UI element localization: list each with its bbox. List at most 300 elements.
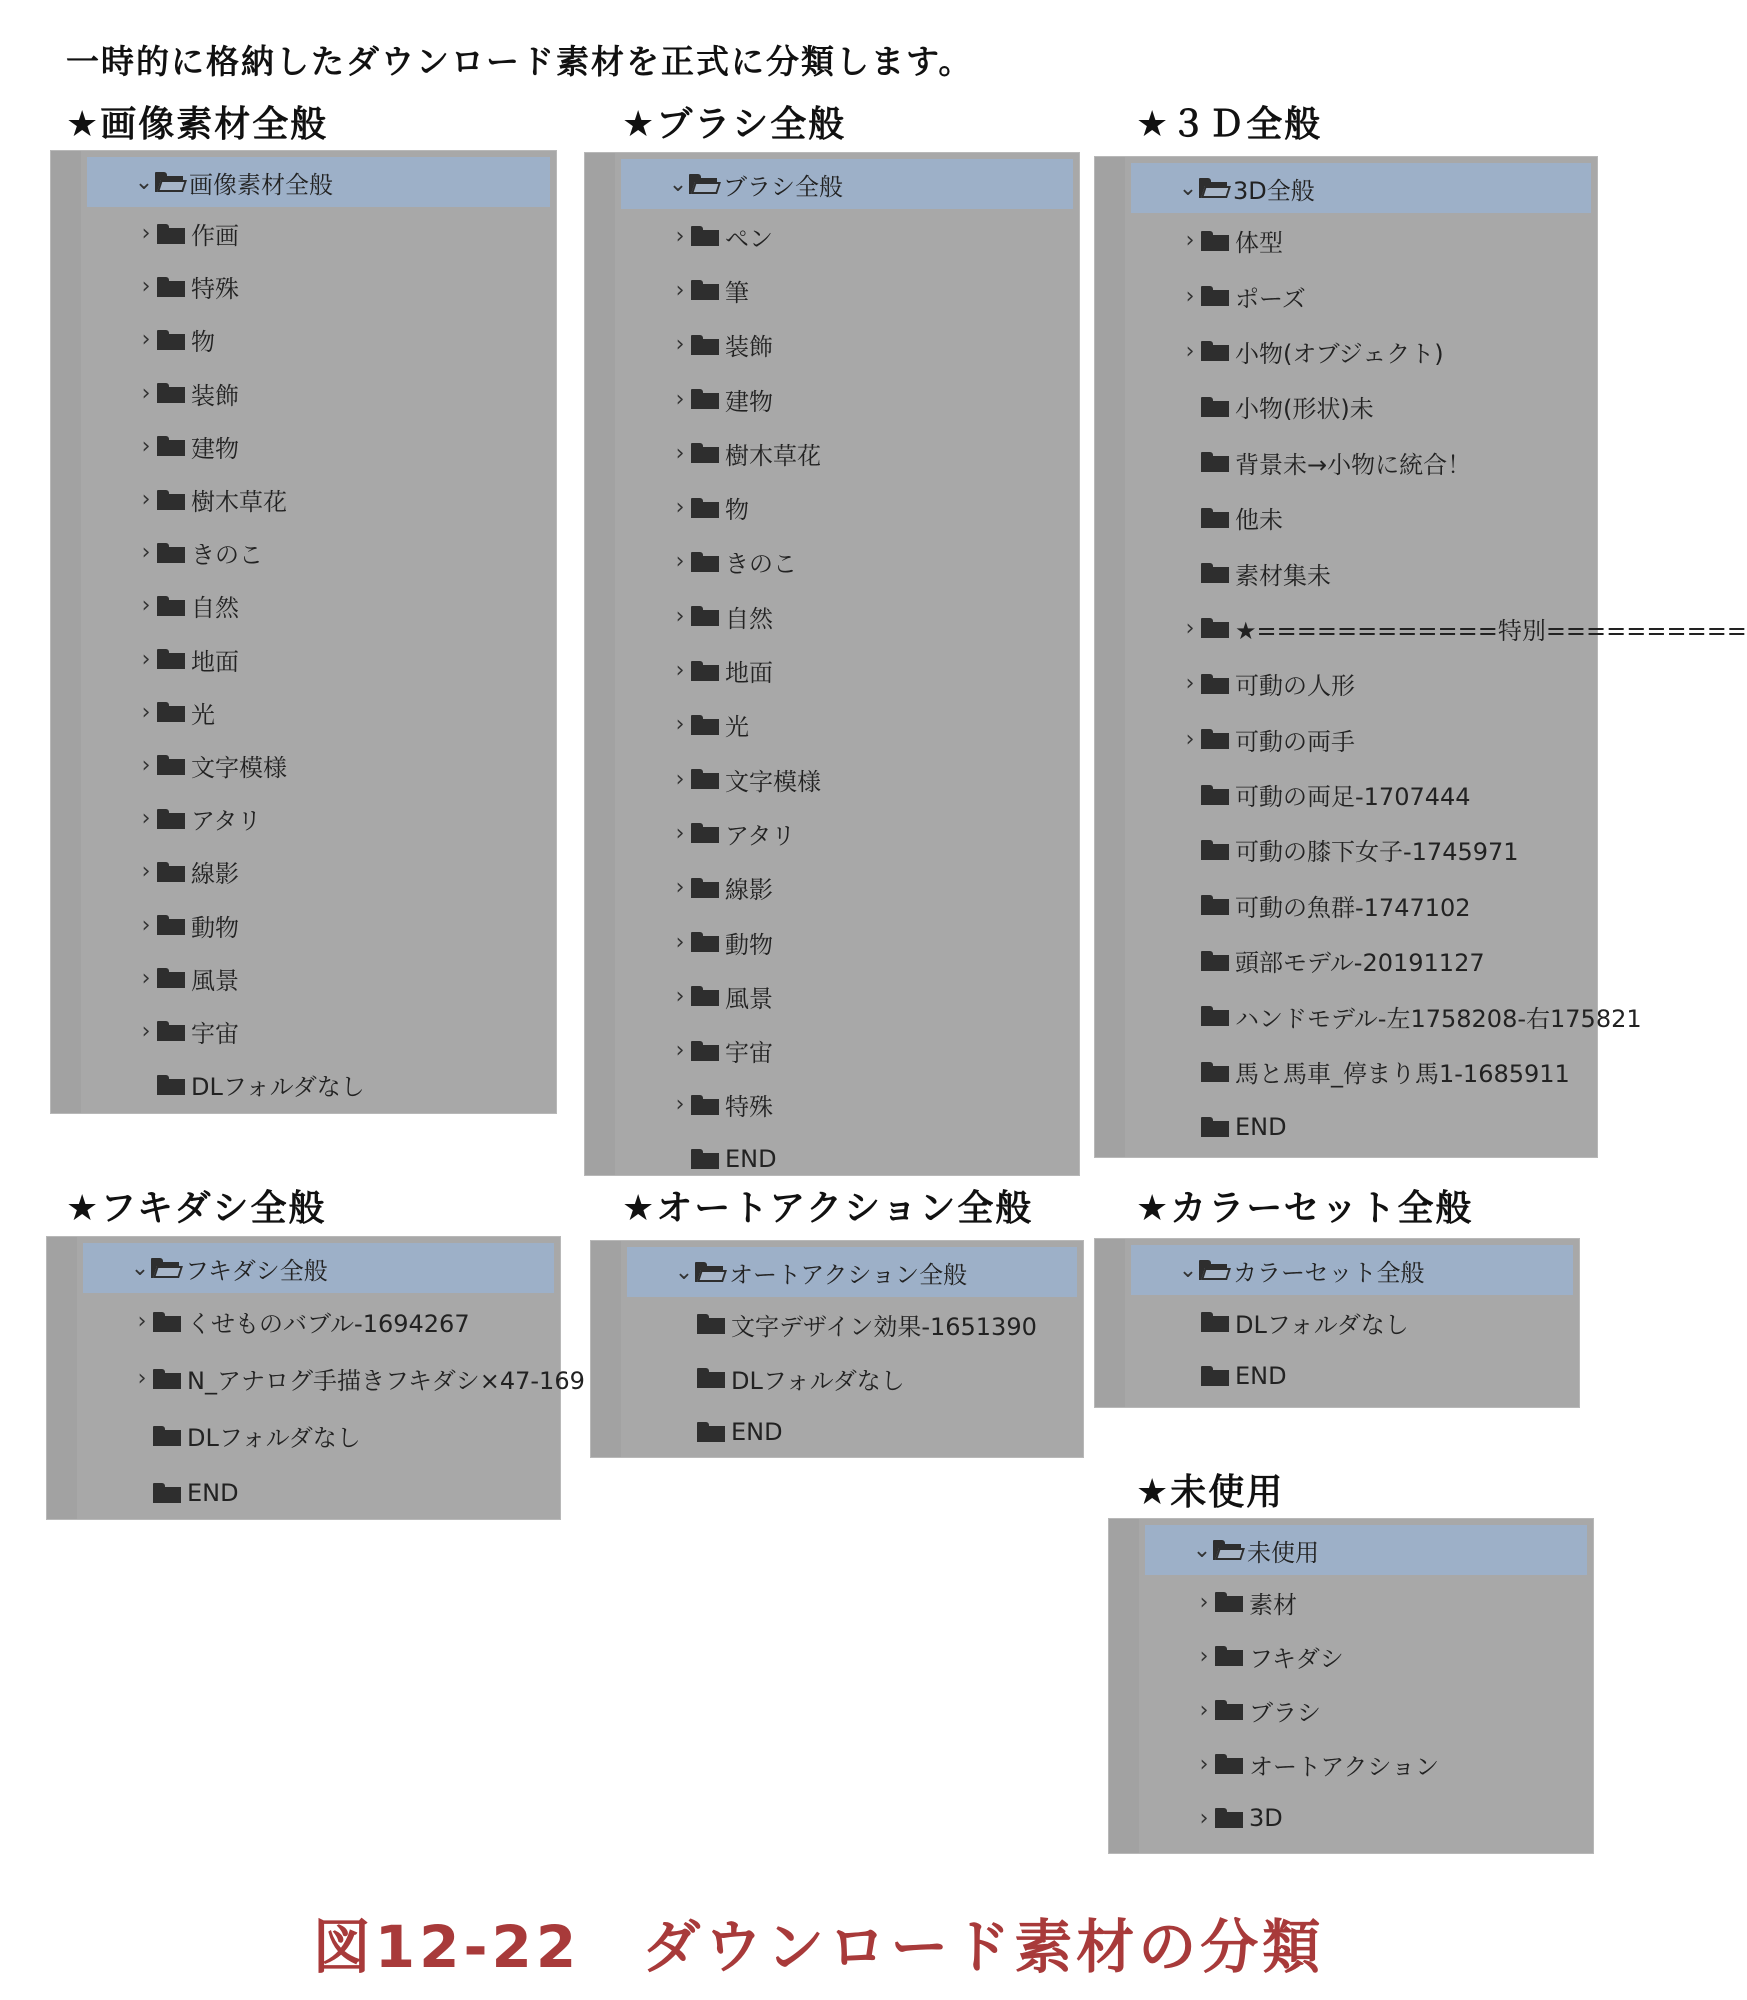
folder-label: きのこ [725, 550, 797, 579]
folder-label: 頭部モデル-20191127 [1235, 949, 1485, 978]
folder-label: ポーズ [1235, 284, 1306, 313]
folder-icon [691, 226, 719, 246]
folder-row[interactable] [1095, 379, 1597, 434]
folder-icon [1201, 231, 1229, 251]
root-folder-row[interactable] [1145, 1525, 1587, 1575]
folder-icon [1201, 1062, 1229, 1082]
folder-label: 文字模様 [191, 753, 287, 782]
folder-label: ペン [725, 224, 773, 253]
folder-icon [153, 1369, 181, 1389]
folder-label: 可動の膝下女子-1745971 [1235, 838, 1519, 867]
folder-icon [1201, 341, 1229, 361]
folder-icon [153, 1312, 181, 1332]
folder-row[interactable] [585, 806, 1079, 860]
root-folder-label: カラーセット全般 [1233, 1258, 1425, 1287]
folder-label: 地面 [725, 659, 773, 688]
folder-icon [157, 968, 185, 988]
folder-row[interactable] [591, 1405, 1083, 1459]
folder-icon [691, 1149, 719, 1169]
folder-icon [691, 498, 719, 518]
chevron-right-icon[interactable]: › [675, 983, 685, 1009]
folder-label: END [731, 1418, 783, 1446]
chevron-right-icon[interactable]: › [141, 912, 151, 938]
folder-icon [157, 862, 185, 882]
chevron-right-icon[interactable]: › [141, 221, 151, 247]
chevron-right-icon[interactable]: › [675, 386, 685, 412]
folder-label: 宇宙 [191, 1019, 239, 1048]
folder-icon [1201, 1006, 1229, 1026]
folder-row[interactable] [585, 589, 1079, 643]
folder-row[interactable] [47, 1350, 585, 1407]
folder-label: 馬と馬車_停まり馬1-1685911 [1235, 1060, 1570, 1089]
folder-row[interactable] [51, 845, 556, 898]
folder-row[interactable] [1109, 1629, 1593, 1683]
folder-icon [691, 280, 719, 300]
root-folder-row[interactable] [83, 1243, 554, 1293]
folder-icon [157, 649, 185, 669]
chevron-right-icon[interactable]: › [1199, 1697, 1209, 1723]
chevron-right-icon[interactable]: › [1199, 1589, 1209, 1615]
folder-row[interactable] [585, 372, 1079, 426]
folder-tree-panel [590, 1240, 1084, 1458]
no-chevron-spacer [1179, 394, 1201, 419]
folder-icon [157, 702, 185, 722]
root-folder-row[interactable] [627, 1247, 1077, 1297]
folder-row[interactable] [51, 526, 556, 579]
folder-row[interactable] [51, 1005, 556, 1058]
section-heading: ★カラーセット全般 [1136, 1188, 1474, 1229]
folder-row[interactable] [1095, 1044, 1597, 1099]
chevron-right-icon[interactable]: › [1185, 726, 1195, 752]
folder-row[interactable] [51, 1058, 556, 1111]
folder-icon [1201, 785, 1229, 805]
root-folder-label: オートアクション全般 [729, 1260, 968, 1289]
folder-label: 可動の人形 [1235, 672, 1355, 701]
folder-row[interactable] [1095, 213, 1597, 268]
folder-icon [691, 552, 719, 572]
chevron-right-icon[interactable]: › [137, 1366, 147, 1391]
folder-row[interactable] [1095, 878, 1597, 933]
folder-row[interactable] [51, 952, 556, 1005]
chevron-right-icon[interactable]: › [675, 332, 685, 358]
no-chevron-spacer [1179, 1059, 1201, 1084]
chevron-down-icon[interactable]: ⌄ [134, 169, 154, 195]
chevron-right-icon[interactable]: › [675, 603, 685, 629]
folder-icon [691, 606, 719, 626]
folder-row[interactable] [1095, 822, 1597, 877]
folder-row[interactable] [585, 752, 1079, 806]
folder-icon [1201, 1312, 1229, 1332]
folder-row[interactable] [585, 1078, 1079, 1132]
folder-icon [153, 1426, 181, 1446]
folder-row[interactable] [1095, 435, 1597, 490]
folder-icon [1201, 452, 1229, 472]
folder-row[interactable] [51, 260, 556, 313]
folder-label: DLフォルダなし [187, 1424, 361, 1452]
no-chevron-spacer [1179, 1310, 1201, 1335]
intro-text: 一時的に格納したダウンロード素材を正式に分類します。 [66, 42, 974, 81]
folder-icon [691, 1041, 719, 1061]
no-chevron-spacer [675, 1312, 697, 1337]
folder-icon [157, 915, 185, 935]
folder-label: 光 [725, 713, 749, 742]
section-heading: ★未使用 [1136, 1472, 1285, 1513]
folder-row[interactable] [1095, 1099, 1597, 1154]
no-chevron-spacer [1179, 561, 1201, 586]
folder-label: 他未 [1235, 506, 1283, 535]
folder-row[interactable] [585, 1132, 1079, 1186]
folder-icon [1201, 895, 1229, 915]
folder-icon [157, 755, 185, 775]
folder-row[interactable] [585, 915, 1079, 969]
chevron-right-icon[interactable]: › [1185, 228, 1195, 254]
folder-row[interactable] [51, 420, 556, 473]
folder-icon [157, 1075, 185, 1095]
folder-tree-panel [50, 150, 557, 1114]
folder-row[interactable] [585, 1023, 1079, 1077]
folder-icon [1201, 563, 1229, 583]
folder-icon [1215, 1592, 1243, 1612]
folder-icon [157, 543, 185, 563]
folder-row[interactable] [1095, 988, 1642, 1043]
chevron-right-icon[interactable]: › [675, 820, 685, 846]
folder-label: 文字模様 [725, 767, 821, 796]
folder-icon [691, 661, 719, 681]
root-folder-label: 未使用 [1247, 1538, 1319, 1567]
folder-row[interactable] [1095, 656, 1597, 711]
chevron-right-icon[interactable]: › [675, 223, 685, 249]
folder-row[interactable] [1095, 767, 1597, 822]
folder-label: 風景 [191, 966, 239, 995]
folder-icon [691, 335, 719, 355]
chevron-right-icon[interactable]: › [141, 699, 151, 725]
folder-icon [1201, 674, 1229, 694]
folder-label: 自然 [725, 604, 773, 633]
section-heading: ★オートアクション全般 [622, 1188, 1034, 1229]
no-chevron-spacer [1179, 450, 1201, 475]
chevron-right-icon[interactable]: › [1199, 1805, 1209, 1831]
folder-row[interactable] [585, 318, 1079, 372]
chevron-right-icon[interactable]: › [675, 766, 685, 792]
folder-open-icon [151, 1258, 179, 1278]
chevron-right-icon[interactable]: › [675, 495, 685, 521]
folder-row[interactable] [1095, 268, 1597, 323]
chevron-right-icon[interactable]: › [141, 1018, 151, 1044]
chevron-right-icon[interactable]: › [675, 1092, 685, 1118]
folder-tree-panel [584, 152, 1080, 1176]
folder-row[interactable] [585, 535, 1079, 589]
chevron-right-icon[interactable]: › [141, 540, 151, 566]
folder-tree-panel [1094, 1238, 1580, 1408]
folder-row[interactable] [51, 898, 556, 951]
folder-row[interactable] [1109, 1683, 1593, 1737]
figure-caption: 図12-22 ダウンロード素材の分類 [312, 1913, 1325, 1981]
folder-row[interactable] [51, 739, 556, 792]
folder-row[interactable] [51, 792, 556, 845]
folder-label: 建物 [191, 434, 239, 463]
folder-row[interactable] [51, 579, 556, 632]
root-folder-label: ブラシ全般 [723, 172, 843, 201]
folder-row[interactable] [51, 367, 556, 420]
folder-icon [697, 1422, 725, 1442]
folder-row[interactable] [1095, 1295, 1579, 1349]
chevron-right-icon[interactable]: › [675, 549, 685, 575]
no-chevron-spacer [131, 1423, 153, 1448]
folder-label: 作画 [191, 222, 239, 251]
folder-icon [1201, 397, 1229, 417]
folder-tree-panel [1094, 156, 1747, 1158]
folder-row[interactable] [51, 686, 556, 739]
folder-row[interactable] [585, 426, 1079, 480]
folder-row[interactable] [585, 643, 1079, 697]
folder-label: END [1235, 1112, 1287, 1141]
folder-open-icon [1213, 1540, 1241, 1560]
folder-row[interactable] [585, 480, 1079, 534]
folder-label: 筆 [725, 278, 749, 307]
folder-label: 動物 [725, 930, 773, 959]
no-chevron-spacer [1179, 837, 1201, 862]
folder-label: 可動の両手 [1235, 727, 1355, 756]
chevron-right-icon[interactable]: › [141, 380, 151, 406]
folder-label: DLフォルダなし [731, 1366, 905, 1395]
folder-row[interactable] [1095, 933, 1597, 988]
folder-icon [157, 224, 185, 244]
folder-label: アタリ [725, 821, 796, 850]
section-heading: ★ブラシ全般 [622, 104, 847, 145]
folder-label: 小物(形状)未 [1235, 395, 1374, 424]
chevron-right-icon[interactable]: › [1185, 283, 1195, 309]
folder-label: DLフォルダなし [191, 1073, 365, 1102]
folder-open-icon [155, 172, 183, 192]
folder-row[interactable] [585, 209, 1079, 263]
folder-icon [157, 383, 185, 403]
chevron-down-icon[interactable]: ⌄ [1178, 1257, 1198, 1283]
folder-label: 物 [725, 496, 749, 525]
chevron-down-icon[interactable]: ⌄ [668, 171, 688, 197]
chevron-right-icon[interactable]: › [675, 929, 685, 955]
folder-tree-panel [1108, 1518, 1594, 1854]
folder-icon [157, 490, 185, 510]
folder-label: 物 [191, 328, 215, 357]
chevron-right-icon[interactable]: › [141, 327, 151, 353]
section-heading: ★画像素材全般 [66, 104, 329, 145]
folder-icon [1201, 286, 1229, 306]
chevron-right-icon[interactable]: › [141, 433, 151, 459]
chevron-down-icon[interactable]: ⌄ [1178, 175, 1198, 201]
chevron-right-icon[interactable]: › [141, 593, 151, 619]
chevron-right-icon[interactable]: › [137, 1309, 147, 1334]
folder-row[interactable] [1095, 712, 1597, 767]
folder-icon [1201, 729, 1229, 749]
root-folder-label: 3D全般 [1233, 176, 1315, 205]
folder-icon [1215, 1754, 1243, 1774]
chevron-right-icon[interactable]: › [675, 1038, 685, 1064]
folder-label: 建物 [725, 387, 773, 416]
folder-label: END [187, 1478, 239, 1507]
no-chevron-spacer [1179, 948, 1201, 973]
folder-row[interactable] [585, 263, 1079, 317]
chevron-down-icon[interactable]: ⌄ [1192, 1537, 1212, 1563]
folder-row[interactable] [51, 633, 556, 686]
folder-open-icon [695, 1262, 723, 1282]
chevron-right-icon[interactable]: › [141, 274, 151, 300]
no-chevron-spacer [675, 1420, 697, 1445]
folder-label: 小物(オブジェクト) [1235, 339, 1444, 368]
folder-label: くせものバブル-1694267 [187, 1310, 470, 1338]
root-folder-row[interactable] [621, 159, 1073, 209]
chevron-right-icon[interactable]: › [675, 440, 685, 466]
no-chevron-spacer [1179, 1364, 1201, 1389]
folder-label: 装飾 [191, 381, 239, 410]
folder-row[interactable] [1095, 1349, 1579, 1403]
folder-label: DLフォルダなし [1235, 1310, 1409, 1339]
folder-label: 線影 [725, 876, 773, 905]
folder-icon [157, 1021, 185, 1041]
no-chevron-spacer [1179, 893, 1201, 918]
folder-tree-panel [46, 1236, 585, 1520]
no-chevron-spacer [669, 1147, 691, 1172]
folder-icon [691, 715, 719, 735]
chevron-right-icon[interactable]: › [141, 965, 151, 991]
folder-open-icon [1199, 1260, 1227, 1280]
chevron-right-icon[interactable]: › [1185, 615, 1195, 641]
chevron-right-icon[interactable]: › [1199, 1643, 1209, 1669]
root-folder-row[interactable] [1131, 163, 1591, 213]
folder-label: 風景 [725, 984, 773, 1013]
folder-label: 樹木草花 [725, 441, 821, 470]
folder-icon [1215, 1808, 1243, 1828]
folder-label: 地面 [191, 647, 239, 676]
folder-label: 線影 [191, 860, 239, 889]
folder-label: 3D [1249, 1804, 1283, 1832]
folder-icon [691, 1095, 719, 1115]
folder-label: 背景未→小物に統合！ [1235, 450, 1472, 479]
no-chevron-spacer [1179, 1114, 1201, 1139]
folder-icon [153, 1483, 181, 1503]
section-heading: ★フキダシ全般 [66, 1188, 327, 1229]
folder-icon [691, 932, 719, 952]
folder-icon [691, 443, 719, 463]
folder-label: 素材集未 [1235, 561, 1331, 590]
folder-icon [157, 809, 185, 829]
folder-row[interactable] [1109, 1737, 1593, 1791]
chevron-down-icon[interactable]: ⌄ [130, 1255, 150, 1281]
folder-row[interactable] [1095, 545, 1597, 600]
folder-label: 特殊 [725, 1093, 773, 1122]
folder-label: N_アナログ手描きフキダシ×47-169 [187, 1367, 585, 1395]
folder-label: 樹木草花 [191, 488, 287, 517]
folder-row[interactable] [1109, 1791, 1593, 1845]
no-chevron-spacer [135, 1072, 157, 1097]
folder-row[interactable] [585, 969, 1079, 1023]
folder-row[interactable] [51, 207, 556, 260]
folder-label: 自然 [191, 594, 239, 623]
folder-icon [691, 769, 719, 789]
root-folder-label: 画像素材全般 [189, 170, 333, 199]
folder-row[interactable] [47, 1407, 560, 1464]
folder-icon [691, 986, 719, 1006]
folder-row[interactable] [591, 1351, 1083, 1405]
chevron-right-icon[interactable]: › [141, 487, 151, 513]
folder-row[interactable] [585, 698, 1079, 752]
root-folder-row[interactable] [1131, 1245, 1573, 1295]
chevron-right-icon[interactable]: › [1199, 1751, 1209, 1777]
folder-open-icon [689, 174, 717, 194]
folder-label: 特殊 [191, 275, 239, 304]
folder-label: END [1235, 1362, 1287, 1390]
folder-icon [1201, 1366, 1229, 1386]
folder-label: 光 [191, 700, 215, 729]
chevron-right-icon[interactable]: › [1185, 338, 1195, 364]
folder-icon [697, 1368, 725, 1388]
folder-label: ハンドモデル-左1758208-右175821 [1235, 1004, 1642, 1033]
folder-icon [691, 389, 719, 409]
folder-icon [157, 277, 185, 297]
chevron-right-icon[interactable]: › [675, 875, 685, 901]
folder-icon [157, 596, 185, 616]
chevron-down-icon[interactable]: ⌄ [674, 1259, 694, 1285]
folder-icon [697, 1314, 725, 1334]
folder-icon [1201, 951, 1229, 971]
folder-label: フキダシ [1249, 1644, 1344, 1673]
folder-icon [1201, 618, 1229, 638]
folder-icon [1215, 1646, 1243, 1666]
folder-row[interactable] [47, 1293, 560, 1350]
no-chevron-spacer [131, 1480, 153, 1505]
folder-row[interactable] [1109, 1575, 1593, 1629]
chevron-right-icon[interactable]: › [675, 277, 685, 303]
folder-row[interactable] [51, 473, 556, 526]
folder-label: アタリ [191, 807, 262, 836]
no-chevron-spacer [1179, 1004, 1201, 1029]
folder-icon [1201, 508, 1229, 528]
folder-icon [157, 330, 185, 350]
folder-label: ★============特別========== [1235, 616, 1747, 645]
folder-row[interactable] [1095, 601, 1747, 656]
folder-icon [157, 436, 185, 456]
section-heading: ★３Ｄ全般 [1136, 104, 1323, 145]
folder-icon [1215, 1700, 1243, 1720]
folder-label: 体型 [1235, 229, 1283, 258]
root-folder-row[interactable] [87, 157, 550, 207]
folder-open-icon [1199, 178, 1227, 198]
chevron-right-icon[interactable]: › [141, 646, 151, 672]
folder-row[interactable] [51, 313, 556, 366]
root-folder-label: フキダシ全般 [185, 1256, 328, 1285]
folder-label: オートアクション [1249, 1752, 1440, 1781]
chevron-right-icon[interactable]: › [675, 658, 685, 684]
no-chevron-spacer [1179, 505, 1201, 530]
folder-row[interactable] [1095, 324, 1597, 379]
folder-label: 文字デザイン効果-1651390 [731, 1312, 1037, 1341]
folder-label: 装飾 [725, 333, 773, 362]
folder-row[interactable] [591, 1297, 1083, 1351]
no-chevron-spacer [1179, 782, 1201, 807]
folder-row[interactable] [585, 861, 1079, 915]
folder-label: きのこ [191, 541, 263, 570]
chevron-right-icon[interactable]: › [675, 712, 685, 738]
folder-icon [691, 878, 719, 898]
folder-label: 素材 [1249, 1590, 1297, 1619]
folder-row[interactable] [1095, 490, 1597, 545]
chevron-right-icon[interactable]: › [141, 859, 151, 885]
folder-label: 宇宙 [725, 1039, 773, 1068]
folder-icon [1201, 1117, 1229, 1137]
chevron-right-icon[interactable]: › [141, 752, 151, 778]
chevron-right-icon[interactable]: › [141, 806, 151, 832]
folder-row[interactable] [47, 1464, 560, 1521]
chevron-right-icon[interactable]: › [1185, 671, 1195, 697]
